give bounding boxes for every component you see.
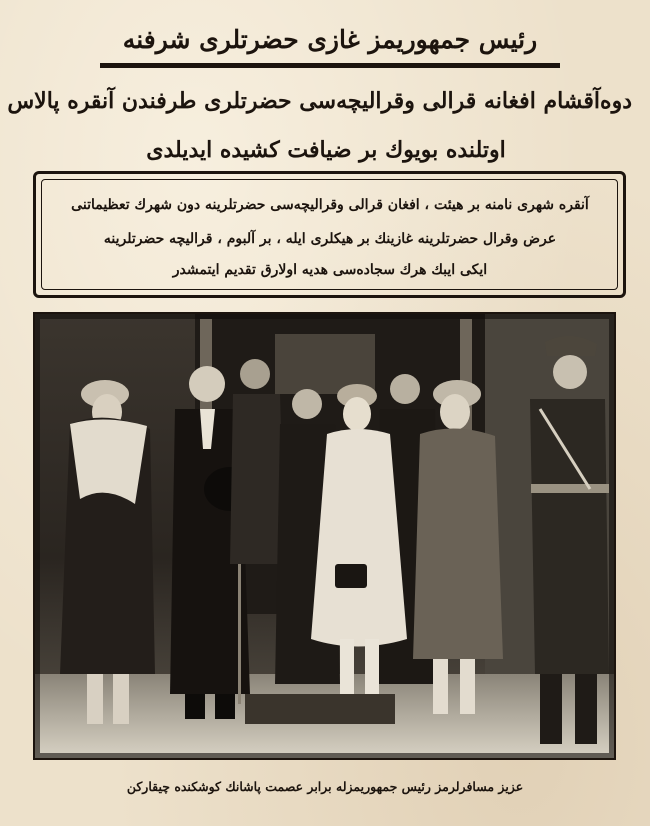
caption-line-2: عرض وقرال حضرتلرينه غازينك بر هيكلرى ايله ، بر آلبوم ، قراليچه حضرتلرينه	[103, 231, 557, 247]
caption-line-3: ايكى ايبك هرك سجاده‌سى هديه اولارق تقديم ايتمشدر	[172, 262, 488, 278]
headline-line-2: اوتلنده بويوك بر ضيافت كشيده ايديلدى	[146, 137, 506, 163]
headline-line-1: دوه‌آقشام افغانه قرالى وقراليچه‌سى حضرتلرى طرفندن آنقره پالاس	[7, 88, 632, 114]
photograph-illustration	[35, 314, 614, 758]
caption-line-1: آنقره شهرى نامنه بر هيئت ، افغان قرالى وقراليچه‌سى حضرتلرينه دون شهرك تعظيماتنى	[71, 197, 589, 213]
photo-caption: عزيز مسافرلرمز رئيس جمهوريمزله برابر عصمت پاشانك كوشكنده چيقاركن	[126, 779, 524, 794]
page-title: رئيس جمهوريمز غازى حضرتلرى شرفنه	[122, 25, 538, 54]
title-underline	[100, 63, 560, 68]
group-photograph	[33, 312, 616, 760]
